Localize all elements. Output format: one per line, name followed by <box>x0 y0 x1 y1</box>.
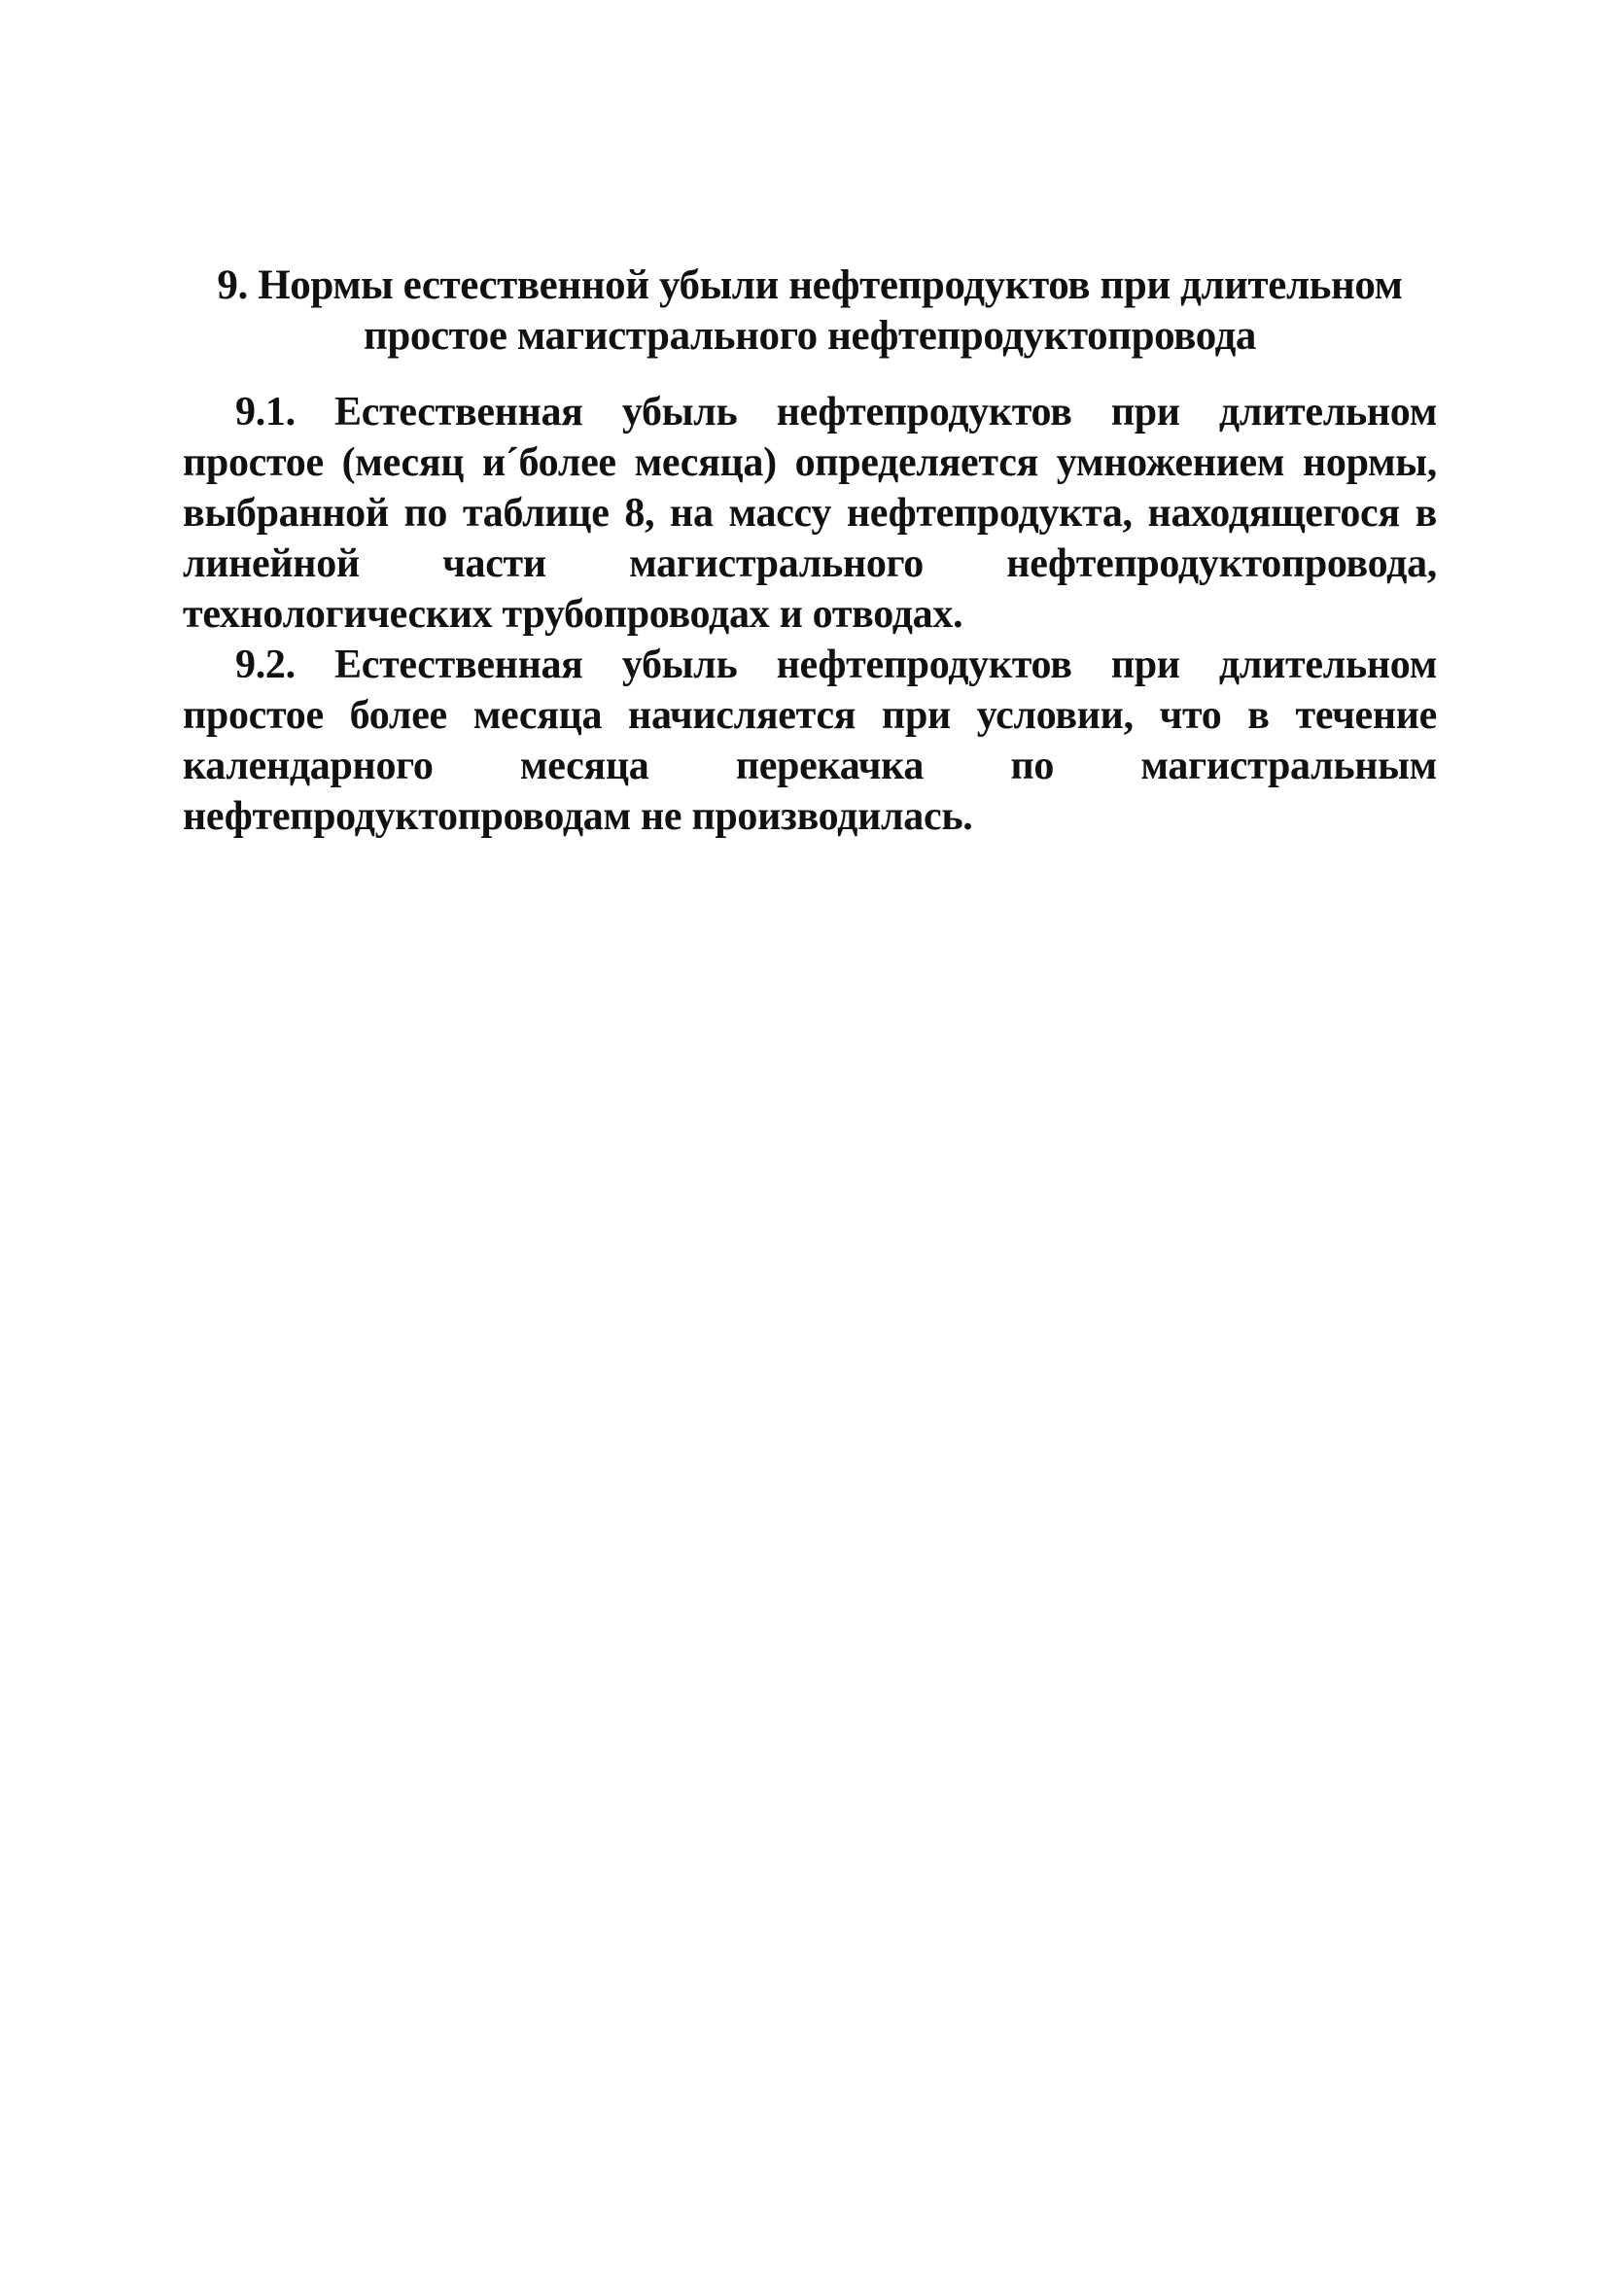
section-title <box>183 261 1437 362</box>
document-content <box>183 261 1437 842</box>
section-title-line-2: простое магистрального нефтепродуктопровода <box>363 313 1257 359</box>
paragraph-9-2: 9.2. Естественная убыль нефтепродуктов при длительном простое более месяца начисляется при условии, что в течение календарного месяца перекачка по магистральным нефтепродуктопроводам не производилась. <box>183 643 1437 839</box>
section-title-line-1: 9. Нормы естественной убыли нефтепродуктов при длительном <box>217 262 1403 308</box>
paragraph-9-1: 9.1. Естественная убыль нефтепродуктов при длительном простое (месяц и´более месяца) определяется умножением нормы, выбранной по таблице 8, на массу нефтепродукта, находящегося в линейной части магистрального нефтепродуктопровода, технологических трубопроводах и отводах. <box>183 390 1437 637</box>
